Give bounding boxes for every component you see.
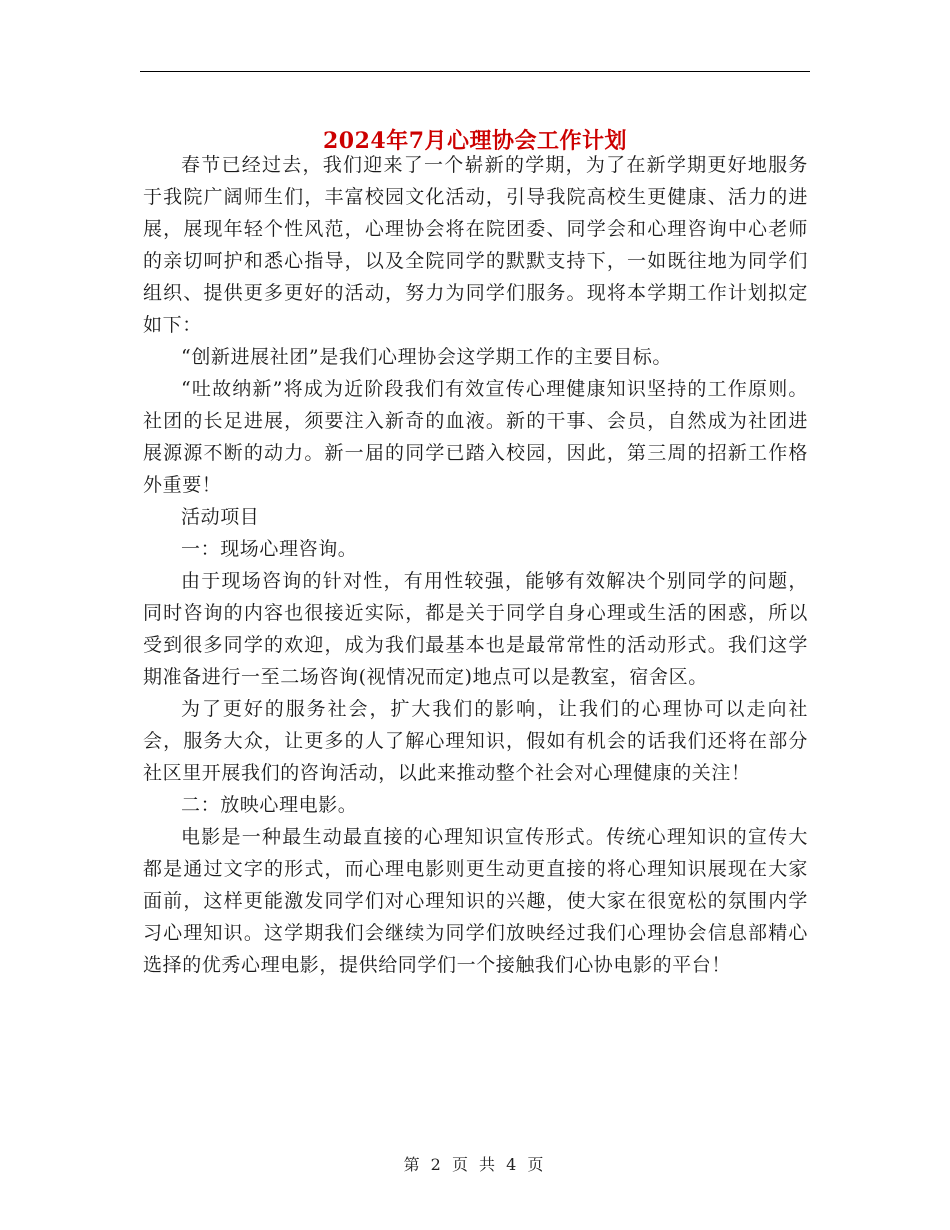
document-title: 2024年7月心理协会工作计划 bbox=[322, 127, 628, 154]
paragraph-principle: “吐故纳新”将成为近阶段我们有效宣传心理健康知识坚持的工作原则。社团的长足进展，须要注入新奇的血液。新的干事、会员，自然成为社团进展源源不断的动力。新一届的同学已踏入校园，因此，第三周的招新工作格外重要！ bbox=[143, 378, 808, 496]
paragraph-intro: 春节已经过去，我们迎来了一个崭新的学期，为了在新学期更好地服务于我院广阔师生们，丰富校园文化活动，引导我院高校生更健康、活力的进展，展现年轻个性风范，心理协会将在院团委、同学会和心理咨询中心老师的亲切呵护和悉心指导，以及全院同学的默默支持下，一如既往地为同学们组织、提供更多更好的活动，努力为同学们服务。现将本学期工作计划拟定如下： bbox=[143, 154, 808, 336]
section-heading-activities: 活动项目 bbox=[181, 506, 260, 528]
page-number: 第 2 页 共 4 页 bbox=[403, 1155, 547, 1174]
document-body bbox=[143, 149, 808, 981]
subheading-consultation: 一：现场心理咨询。 bbox=[181, 538, 358, 560]
paragraph-movies: 电影是一种最生动最直接的心理知识宣传形式。传统心理知识的宣传大都是通过文字的形式，而心理电影则更生动更直接的将心理知识展现在大家面前，这样更能激发同学们对心理知识的兴趣，使大家在很宽松的氛围内学习心理知识。这学期我们会继续为同学们放映经过我们心理协会信息部精心选择的优秀心理电影，提供给同学们一个接触我们心协电影的平台！ bbox=[143, 826, 808, 976]
subheading-movies: 二：放映心理电影。 bbox=[181, 794, 358, 816]
paragraph-consultation: 由于现场咨询的针对性，有用性较强，能够有效解决个别同学的问题，同时咨询的内容也很接近实际，都是关于同学自身心理或生活的困惑，所以受到很多同学的欢迎，成为我们最基本也是最常常性的活动形式。我们这学期准备进行一至二场咨询(视情况而定)地点可以是教室，宿舍区。 bbox=[143, 570, 808, 688]
paragraph-community: 为了更好的服务社会，扩大我们的影响，让我们的心理协可以走向社会，服务大众，让更多的人了解心理知识，假如有机会的话我们还将在部分社区里开展我们的咨询活动，以此来推动整个社会对心理健康的关注！ bbox=[143, 698, 808, 784]
header-rule bbox=[140, 71, 810, 72]
paragraph-goal: “创新进展社团”是我们心理协会这学期工作的主要目标。 bbox=[181, 346, 673, 368]
